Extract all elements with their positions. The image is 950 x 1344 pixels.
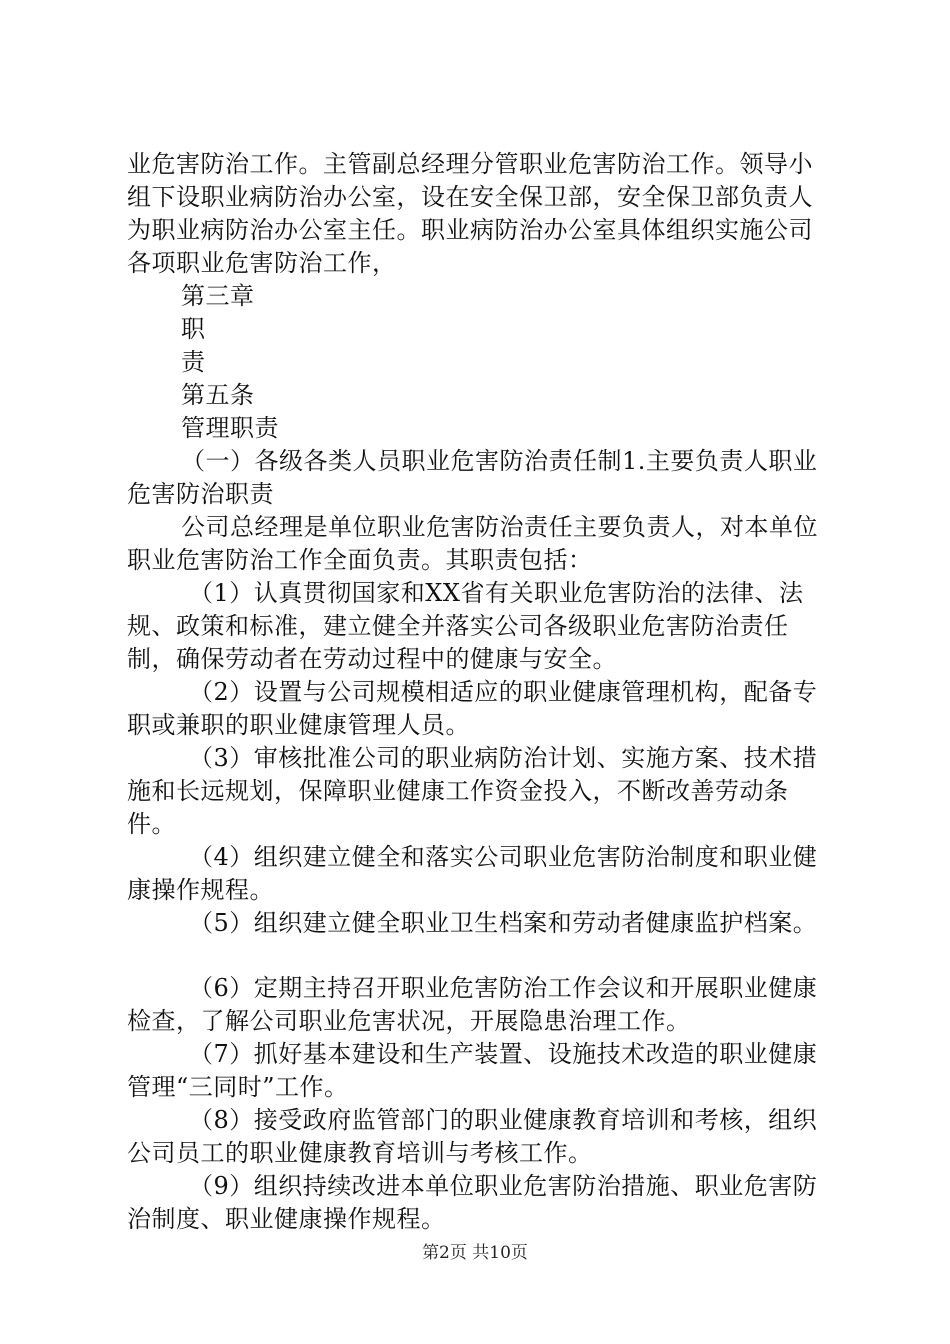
document-body [127, 148, 837, 1236]
page-number-footer: 第2页 共10页 [422, 1243, 528, 1263]
article-title: 管理职责 [181, 414, 279, 442]
chapter-title-char-1: 职 [181, 315, 206, 343]
duty-item-3: （3）审核批准公司的职业病防治计划、实施方案、技术措施和长远规划，保障职业健康工作资金投入，不断改善劳动条件。 [127, 744, 818, 838]
duty-item-7: （7）抓好基本建设和生产装置、设施技术改造的职业健康管理“三同时”工作。 [127, 1040, 818, 1101]
chapter-heading: 第三章 [181, 282, 255, 310]
duty-item-5: （5）组织建立健全职业卫生档案和劳动者健康监护档案。 [189, 909, 818, 937]
paragraph-continuation: 业危害防治工作。主管副总经理分管职业危害防治工作。领导小组下设职业病防治办公室，设在安全保卫部，安全保卫部负责人为职业病防治办公室主任。职业病防治办公室具体组织实施公司各项职业危害防治工作， [127, 150, 813, 277]
section-heading: （一）各级各类人员职业危害防治责任制1.主要负责人职业危害防治职责 [127, 447, 818, 508]
paragraph-spacer [127, 940, 837, 972]
duty-item-9: （9）组织持续改进本单位职业危害防治措施、职业危害防治制度、职业健康操作规程。 [127, 1172, 818, 1233]
duty-item-8: （8）接受政府监管部门的职业健康教育培训和考核，组织公司员工的职业健康教育培训与考核工作。 [127, 1106, 818, 1167]
duty-item-2: （2）设置与公司规模相适应的职业健康管理机构，配备专职或兼职的职业健康管理人员。 [127, 678, 818, 739]
chapter-title-char-2: 责 [181, 348, 206, 376]
duty-item-6: （6）定期主持召开职业危害防治工作会议和开展职业健康检查，了解公司职业危害状况，开展隐患治理工作。 [127, 974, 818, 1035]
paragraph-general-manager: 公司总经理是单位职业危害防治责任主要负责人，对本单位职业危害防治工作全面负责。其职责包括： [127, 513, 818, 574]
duty-item-4: （4）组织建立健全和落实公司职业危害防治制度和职业健康操作规程。 [127, 843, 818, 904]
duty-item-1: （1）认真贯彻国家和XX省有关职业危害防治的法律、法规、政策和标准，建立健全并落实公司各级职业危害防治责任制，确保劳动者在劳动过程中的健康与安全。 [127, 579, 804, 673]
article-heading: 第五条 [181, 381, 255, 409]
